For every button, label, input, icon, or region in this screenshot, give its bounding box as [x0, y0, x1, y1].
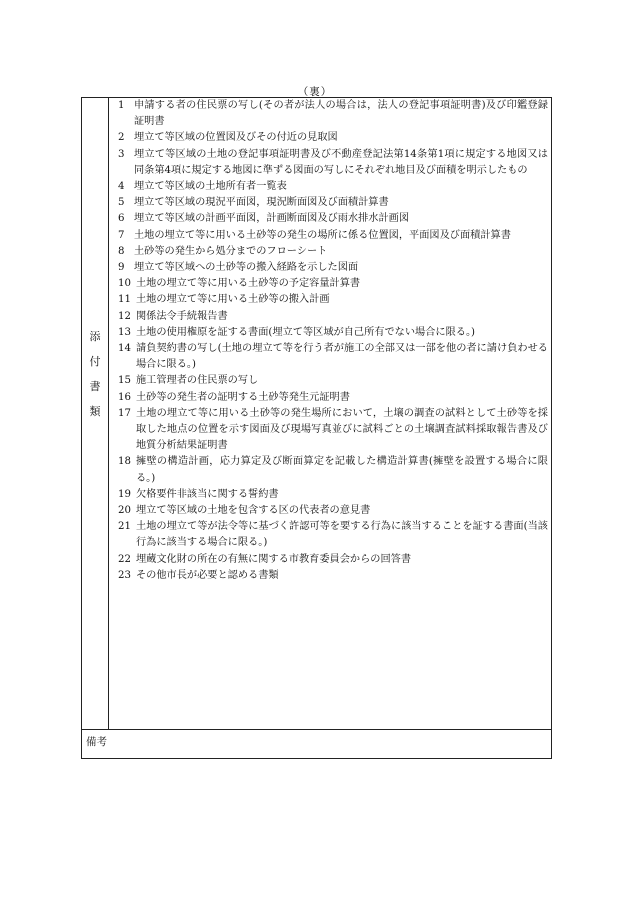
- attachment-item: [118, 487, 548, 503]
- attachment-item: [118, 195, 548, 211]
- attachment-item: [118, 454, 548, 486]
- attachment-item: [118, 552, 548, 568]
- attachment-text: 埋立て等区域の位置図及びその付近の見取図: [134, 132, 338, 144]
- attachment-number: 4: [118, 181, 125, 193]
- attachment-text: 埋蔵文化財の所在の有無に関する市教育委員会からの回答書: [136, 553, 412, 565]
- attachment-number: 20: [118, 505, 131, 517]
- attachment-text: 埋立て等区域の土地の登記事項証明書及び不動産登記法第14条第1項に規定する地図又は同条第4項に規定する地図に準ずる図面の写しにそれぞれ地目及び面積を明示したもの: [134, 148, 548, 176]
- attachment-text: その他市長が必要と認める書類: [136, 569, 279, 581]
- attachment-number: 5: [118, 197, 125, 209]
- attachment-text: 埋立て等区域の土地を包含する区の代表者の意見書: [136, 505, 371, 517]
- attachment-number: 8: [118, 245, 125, 257]
- attachment-text: 土地の埋立て等に用いる土砂等の発生場所において，土壌の調査の試料として土砂等を採取した地点の位置を示す図面及び現場写真並びに試料ごとの土壌調査試料採取報告書及び地質分析結果証明書: [136, 407, 548, 452]
- attachment-text: 申請する者の住民票の写し(その者が法人の場合は，法人の登記事項証明書)及び印鑑登録証明書: [134, 100, 548, 128]
- attachment-number: 16: [118, 391, 131, 403]
- attachment-item: [118, 98, 548, 130]
- attachment-item: [118, 503, 548, 519]
- attachment-number: 21: [118, 521, 131, 533]
- attachment-number: 7: [118, 229, 125, 241]
- attachment-item: [118, 244, 548, 260]
- attachment-item: [118, 228, 548, 244]
- attachment-item: [118, 147, 548, 179]
- attachments-label-char: 書: [89, 380, 101, 393]
- attachment-number: 10: [118, 278, 131, 290]
- attachment-number: 6: [118, 213, 125, 225]
- attachment-text: 埋立て等区域への土砂等の搬入経路を示した図面: [134, 262, 359, 274]
- attachments-list: [118, 98, 548, 584]
- attachment-item: [118, 309, 548, 325]
- attachment-text: 関係法令手続報告書: [136, 310, 228, 322]
- attachments-label-char: 添: [89, 330, 101, 343]
- attachment-text: 埋立て等区域の計画平面図，計画断面図及び雨水排水計画図: [134, 213, 410, 225]
- attachment-number: 15: [118, 375, 131, 387]
- attachment-number: 13: [118, 326, 131, 338]
- attachment-item: [118, 292, 548, 308]
- attachment-number: 9: [118, 262, 125, 274]
- attachment-item: [118, 325, 548, 341]
- attachment-number: 17: [118, 407, 131, 419]
- attachment-text: 埋立て等区域の土地所有者一覧表: [134, 181, 287, 193]
- attachment-text: 土地の埋立て等に用いる土砂等の搬入計画: [136, 294, 330, 306]
- attachment-number: 14: [118, 343, 131, 355]
- attachment-item: [118, 406, 548, 455]
- attachment-item: [118, 179, 548, 195]
- attachment-text: 擁壁の構造計画，応力算定及び断面算定を記載した構造計算書(擁壁を設置する場合に限る。): [136, 456, 548, 484]
- application-form-table: [81, 97, 552, 759]
- attachment-text: 土砂等の発生者の証明する土砂等発生元証明書: [136, 391, 350, 403]
- attachments-label: [82, 331, 108, 431]
- attachment-item: [118, 130, 548, 146]
- attachment-item: [118, 211, 548, 227]
- attachment-item: [118, 519, 548, 551]
- attachment-text: 土地の埋立て等に用いる土砂等の発生の場所に係る位置図，平面図及び面積計算書: [134, 229, 511, 241]
- attachment-number: 22: [118, 553, 131, 565]
- attachments-label-char: 付: [89, 355, 101, 368]
- attachments-label-cell: [82, 98, 109, 729]
- remarks-label: 備考: [86, 736, 107, 748]
- attachment-item: [118, 373, 548, 389]
- attachment-item: [118, 390, 548, 406]
- attachment-text: 土地の使用権原を証する書面(埋立て等区域が自己所有でない場合に限る。): [136, 326, 476, 338]
- attachment-item: [118, 568, 548, 584]
- attachment-item: [118, 341, 548, 373]
- attachment-text: 施工管理者の住民票の写し: [136, 375, 259, 387]
- attachment-text: 埋立て等区域の現況平面図，現況断面図及び面積計算書: [134, 197, 389, 209]
- attachment-text: 土地の埋立て等に用いる土砂等の予定容量計算書: [136, 278, 361, 290]
- attachment-number: 19: [118, 488, 131, 500]
- attachment-item: [118, 260, 548, 276]
- attachment-number: 23: [118, 569, 131, 581]
- attachments-label-char: 類: [89, 405, 101, 418]
- page-side-heading: （裏）: [297, 86, 333, 98]
- attachment-text: 欠格要件非該当に関する誓約書: [136, 488, 279, 500]
- attachment-number: 18: [118, 456, 131, 468]
- attachment-number: 3: [118, 148, 125, 160]
- attachment-item: [118, 276, 548, 292]
- attachment-number: 2: [118, 132, 125, 144]
- attachment-text: 土砂等の発生から処分までのフローシート: [134, 245, 328, 257]
- attachment-number: 12: [118, 310, 131, 322]
- attachment-number: 11: [118, 294, 131, 306]
- attachment-text: 土地の埋立て等が法令等に基づく許認可等を要する行為に該当することを証する書面(当該行為に該当する場合に限る。): [136, 521, 548, 549]
- attachment-text: 請負契約書の写し(土地の埋立て等を行う者が施工の全部又は一部を他の者に請け負わせる場合に限る。): [136, 343, 548, 371]
- attachment-number: 1: [118, 100, 125, 111]
- attachments-row: [82, 98, 551, 730]
